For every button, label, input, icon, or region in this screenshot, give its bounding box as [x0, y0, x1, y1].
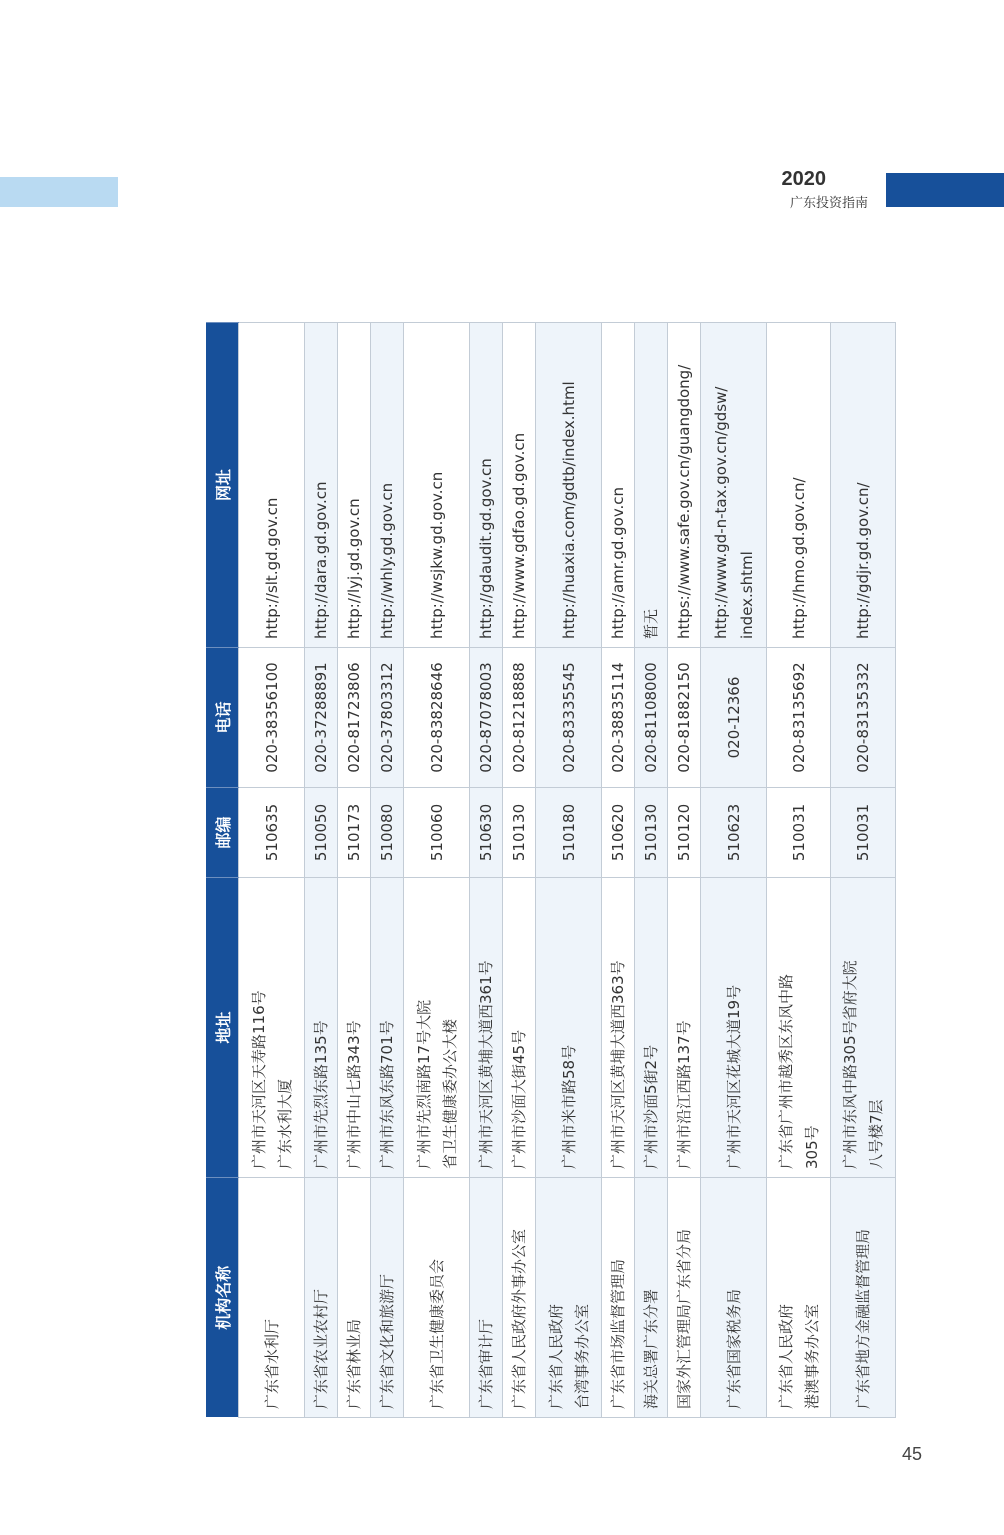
cell-website[interactable]: http://slt.gd.gov.cn	[239, 323, 305, 648]
table-row	[503, 323, 536, 1418]
agency-directory-table	[206, 322, 896, 1418]
cell-website[interactable]: http://amr.gd.gov.cn	[602, 323, 635, 648]
column-header-postcode: 邮编	[206, 788, 239, 878]
cell-phone: 020-83335545	[536, 648, 602, 788]
cell-address: 广州市沿江西路137号	[668, 878, 701, 1178]
page-number: 45	[901, 1444, 922, 1464]
cell-website[interactable]: http://gdaudit.gd.gov.cn	[470, 323, 503, 648]
cell-phone: 020-37288891	[305, 648, 338, 788]
table-row	[470, 323, 503, 1418]
cell-address: 广州市天河区天寿路116号 广东水利大厦	[239, 878, 305, 1178]
table-row	[371, 323, 404, 1418]
cell-name: 海关总署广东分署	[635, 1178, 668, 1418]
table-row	[404, 323, 470, 1418]
cell-phone: 020-81218888	[503, 648, 536, 788]
cell-address: 广州市先烈东路135号	[305, 878, 338, 1178]
column-header-name: 机构名称	[206, 1178, 239, 1418]
cell-website[interactable]: http://gdjr.gd.gov.cn/	[831, 323, 896, 648]
cell-phone: 020-38356100	[239, 648, 305, 788]
cell-address: 广州市米市路58号	[536, 878, 602, 1178]
cell-address: 广州市天河区黄埔大道西361号	[470, 878, 503, 1178]
header-year: 2020	[781, 168, 826, 190]
cell-name: 广东省卫生健康委员会	[404, 1178, 470, 1418]
cell-address: 广州市天河区花城大道19号	[701, 878, 767, 1178]
cell-postcode: 510130	[635, 788, 668, 878]
table-row	[635, 323, 668, 1418]
cell-postcode: 510623	[701, 788, 767, 878]
cell-phone: 020-83828646	[404, 648, 470, 788]
table-row	[668, 323, 701, 1418]
cell-phone: 020-81108000	[635, 648, 668, 788]
cell-website[interactable]: http://www.gd-n-tax.gov.cn/gdsw/ index.shtml	[701, 323, 767, 648]
cell-name: 广东省地方金融监督管理局	[831, 1178, 896, 1418]
cell-name: 广东省林业局	[338, 1178, 371, 1418]
cell-postcode: 510031	[831, 788, 896, 878]
cell-phone: 020-81723806	[338, 648, 371, 788]
cell-website[interactable]: http://wsjkw.gd.gov.cn	[404, 323, 470, 648]
cell-postcode: 510031	[767, 788, 831, 878]
table-header-row	[206, 323, 239, 1418]
cell-address: 广州市东风中路305号省府大院 八号楼7层	[831, 878, 896, 1178]
cell-website[interactable]: http://whly.gd.gov.cn	[371, 323, 404, 648]
cell-postcode: 510080	[371, 788, 404, 878]
header-accent-band-right	[886, 173, 1004, 207]
cell-postcode: 510620	[602, 788, 635, 878]
rotated-table-wrapper	[206, 323, 886, 1418]
cell-website[interactable]: http://huaxia.com/gdtb/index.html	[536, 323, 602, 648]
cell-name: 广东省国家税务局	[701, 1178, 767, 1418]
cell-postcode: 510050	[305, 788, 338, 878]
cell-address: 广东省广州市越秀区东风中路 305号	[767, 878, 831, 1178]
cell-address: 广州市先烈南路17号大院 省卫生健康委办公大楼	[404, 878, 470, 1178]
cell-name: 广东省人民政府 台湾事务办公室	[536, 1178, 602, 1418]
cell-postcode: 510630	[470, 788, 503, 878]
table-row	[536, 323, 602, 1418]
cell-phone: 020-87078003	[470, 648, 503, 788]
cell-website[interactable]: http://dara.gd.gov.cn	[305, 323, 338, 648]
cell-website[interactable]: http://lyj.gd.gov.cn	[338, 323, 371, 648]
cell-phone: 020-83135332	[831, 648, 896, 788]
cell-website[interactable]: http://hmo.gd.gov.cn/	[767, 323, 831, 648]
cell-name: 广东省文化和旅游厅	[371, 1178, 404, 1418]
cell-postcode: 510130	[503, 788, 536, 878]
cell-name: 广东省人民政府 港澳事务办公室	[767, 1178, 831, 1418]
table-row	[305, 323, 338, 1418]
cell-postcode: 510180	[536, 788, 602, 878]
header-accent-band-left	[0, 177, 118, 207]
cell-phone: 020-38835114	[602, 648, 635, 788]
column-header-phone: 电话	[206, 648, 239, 788]
table-row	[767, 323, 831, 1418]
column-header-website: 网址	[206, 323, 239, 648]
cell-postcode: 510635	[239, 788, 305, 878]
cell-website[interactable]: http://www.gdfao.gd.gov.cn	[503, 323, 536, 648]
cell-name: 广东省审计厅	[470, 1178, 503, 1418]
cell-address: 广州市东风东路701号	[371, 878, 404, 1178]
cell-postcode: 510120	[668, 788, 701, 878]
header-subtitle: 广东投资指南	[789, 196, 868, 211]
cell-phone: 020-37803312	[371, 648, 404, 788]
cell-name: 国家外汇管理局广东省分局	[668, 1178, 701, 1418]
cell-address: 广州市天河区黄埔大道西363号	[602, 878, 635, 1178]
cell-phone: 020-12366	[701, 648, 767, 788]
table-row	[239, 323, 305, 1418]
cell-address: 广州市沙面大街45号	[503, 878, 536, 1178]
table-row	[831, 323, 896, 1418]
column-header-address: 地址	[206, 878, 239, 1178]
table-row	[338, 323, 371, 1418]
cell-phone: 020-83135692	[767, 648, 831, 788]
cell-name: 广东省人民政府外事办公室	[503, 1178, 536, 1418]
cell-website: 暂无	[635, 323, 668, 648]
cell-name: 广东省市场监督管理局	[602, 1178, 635, 1418]
cell-name: 广东省农业农村厅	[305, 1178, 338, 1418]
cell-postcode: 510173	[338, 788, 371, 878]
cell-address: 广州市中山七路343号	[338, 878, 371, 1178]
table-row	[602, 323, 635, 1418]
table-row	[701, 323, 767, 1418]
cell-postcode: 510060	[404, 788, 470, 878]
cell-phone: 020-81882150	[668, 648, 701, 788]
cell-name: 广东省水利厅	[239, 1178, 305, 1418]
cell-website[interactable]: https://www.safe.gov.cn/guangdong/	[668, 323, 701, 648]
cell-address: 广州市沙面5街2号	[635, 878, 668, 1178]
